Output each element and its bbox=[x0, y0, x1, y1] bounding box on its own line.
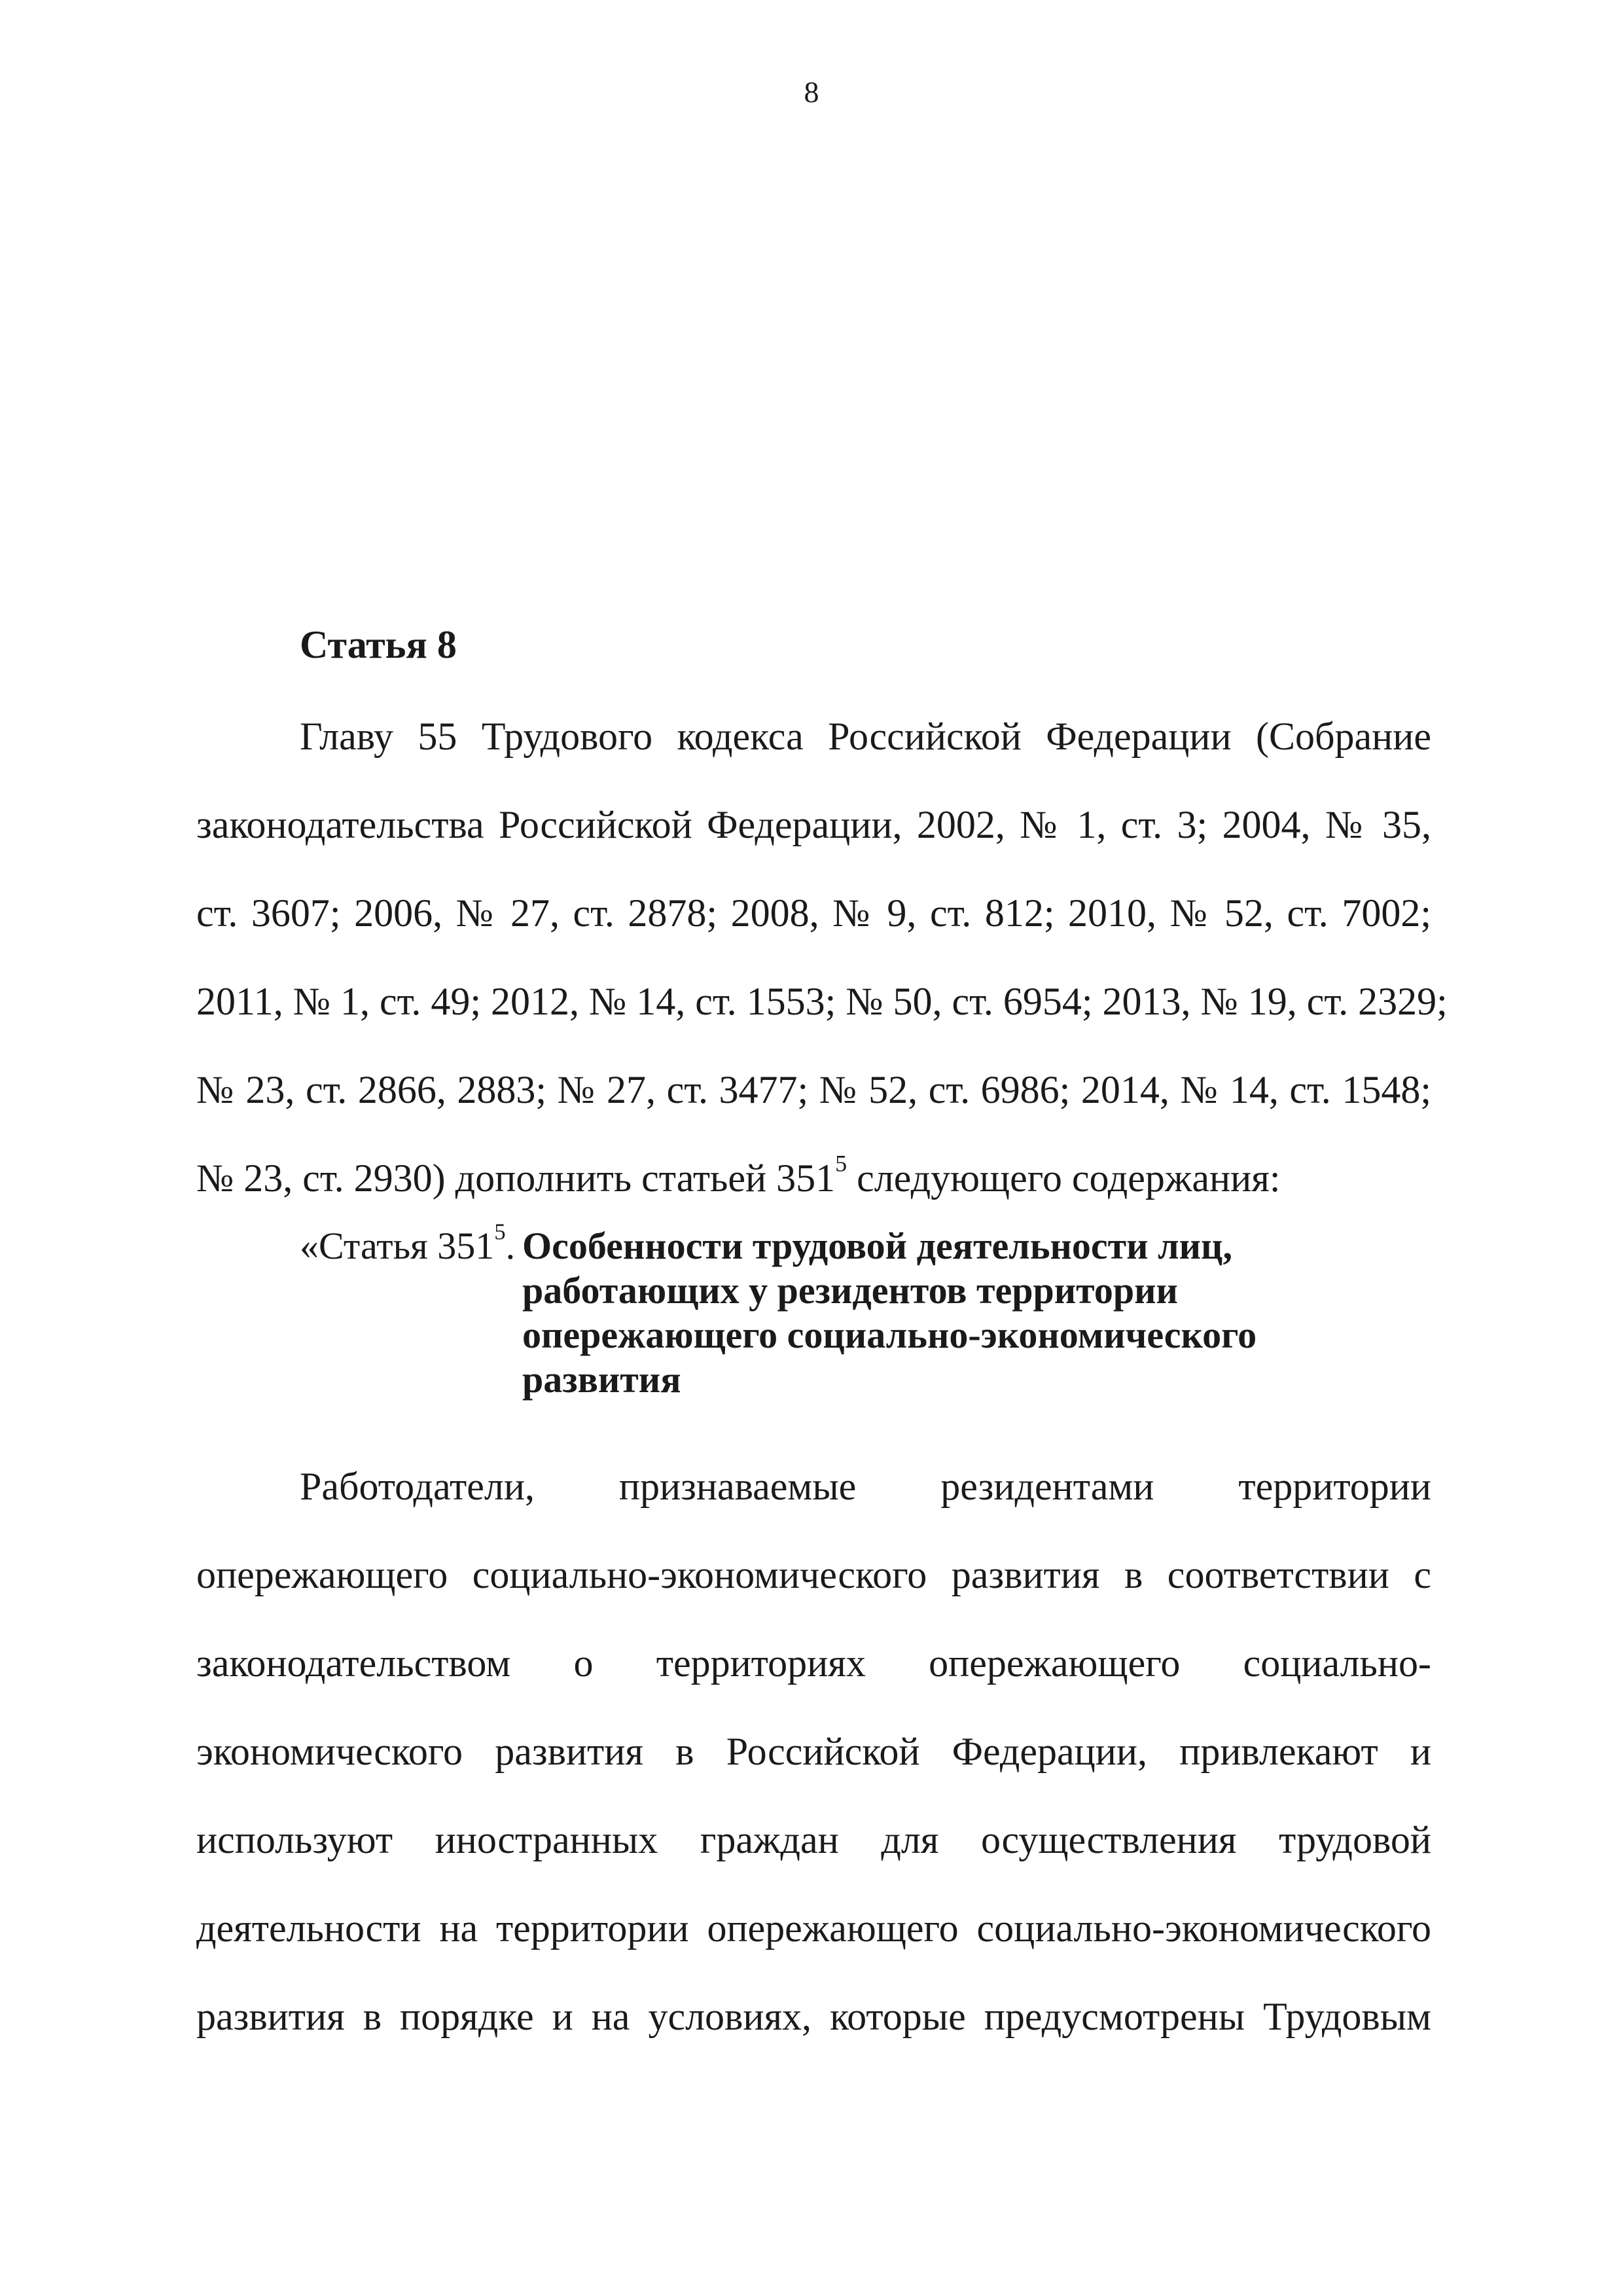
paragraph-line: Работодатели, признаваемые резидентами территории bbox=[300, 1465, 1431, 1508]
new-article-number bbox=[300, 1219, 516, 1268]
paragraph-line: деятельности на территории опережающего социально-экономического bbox=[196, 1907, 1431, 1950]
paragraph-line-last bbox=[196, 1134, 1431, 1223]
paragraph-line: законодательства Российской Федерации, 2002, № 1, ст. 3; 2004, № 35, bbox=[196, 803, 1431, 846]
title-line: развития bbox=[522, 1358, 681, 1401]
paragraph-line: законодательством о территориях опережающего социально- bbox=[196, 1641, 1431, 1685]
text-fragment: № 23, ст. 2930) дополнить статьей 351 bbox=[196, 1157, 836, 1200]
new-article-title bbox=[522, 1224, 1373, 1402]
amendment-paragraph bbox=[196, 692, 1448, 1223]
text-fragment: следующего содержания: bbox=[847, 1157, 1281, 1200]
paragraph-line: экономического развития в Российской Федерации, привлекают и bbox=[196, 1730, 1431, 1773]
paragraph-line: опережающего социально-экономического развития в соответствии с bbox=[196, 1553, 1431, 1596]
text-fragment: «Статья 351 bbox=[300, 1225, 495, 1267]
article-body-paragraph bbox=[196, 1443, 1431, 2061]
title-line: опережающего социально-экономического bbox=[522, 1314, 1257, 1356]
superscript: 5 bbox=[835, 1150, 847, 1177]
text-fragment: . bbox=[505, 1225, 516, 1267]
article-heading: Статья 8 bbox=[300, 623, 457, 666]
title-line: работающих у резидентов территории bbox=[522, 1269, 1178, 1312]
paragraph-line: ст. 3607; 2006, № 27, ст. 2878; 2008, № 9, ст. 812; 2010, № 52, ст. 7002; bbox=[196, 891, 1431, 935]
paragraph-line: используют иностранных граждан для осуществления трудовой bbox=[196, 1818, 1431, 1861]
paragraph-line: развития в порядке и на условиях, которые предусмотрены Трудовым bbox=[196, 1995, 1431, 2038]
paragraph-line: № 23, ст. 2866, 2883; № 27, ст. 3477; № 52, ст. 6986; 2014, № 14, ст. 1548; bbox=[196, 1068, 1431, 1111]
superscript: 5 bbox=[494, 1219, 506, 1245]
page-number: 8 bbox=[804, 75, 819, 109]
paragraph-line: Главу 55 Трудового кодекса Российской Федерации (Собрание bbox=[300, 715, 1431, 758]
title-line: Особенности трудовой деятельности лиц, bbox=[522, 1225, 1232, 1267]
paragraph-line: 2011, № 1, ст. 49; 2012, № 14, ст. 1553; № 50, ст. 6954; 2013, № 19, ст. 2329; bbox=[196, 980, 1448, 1023]
